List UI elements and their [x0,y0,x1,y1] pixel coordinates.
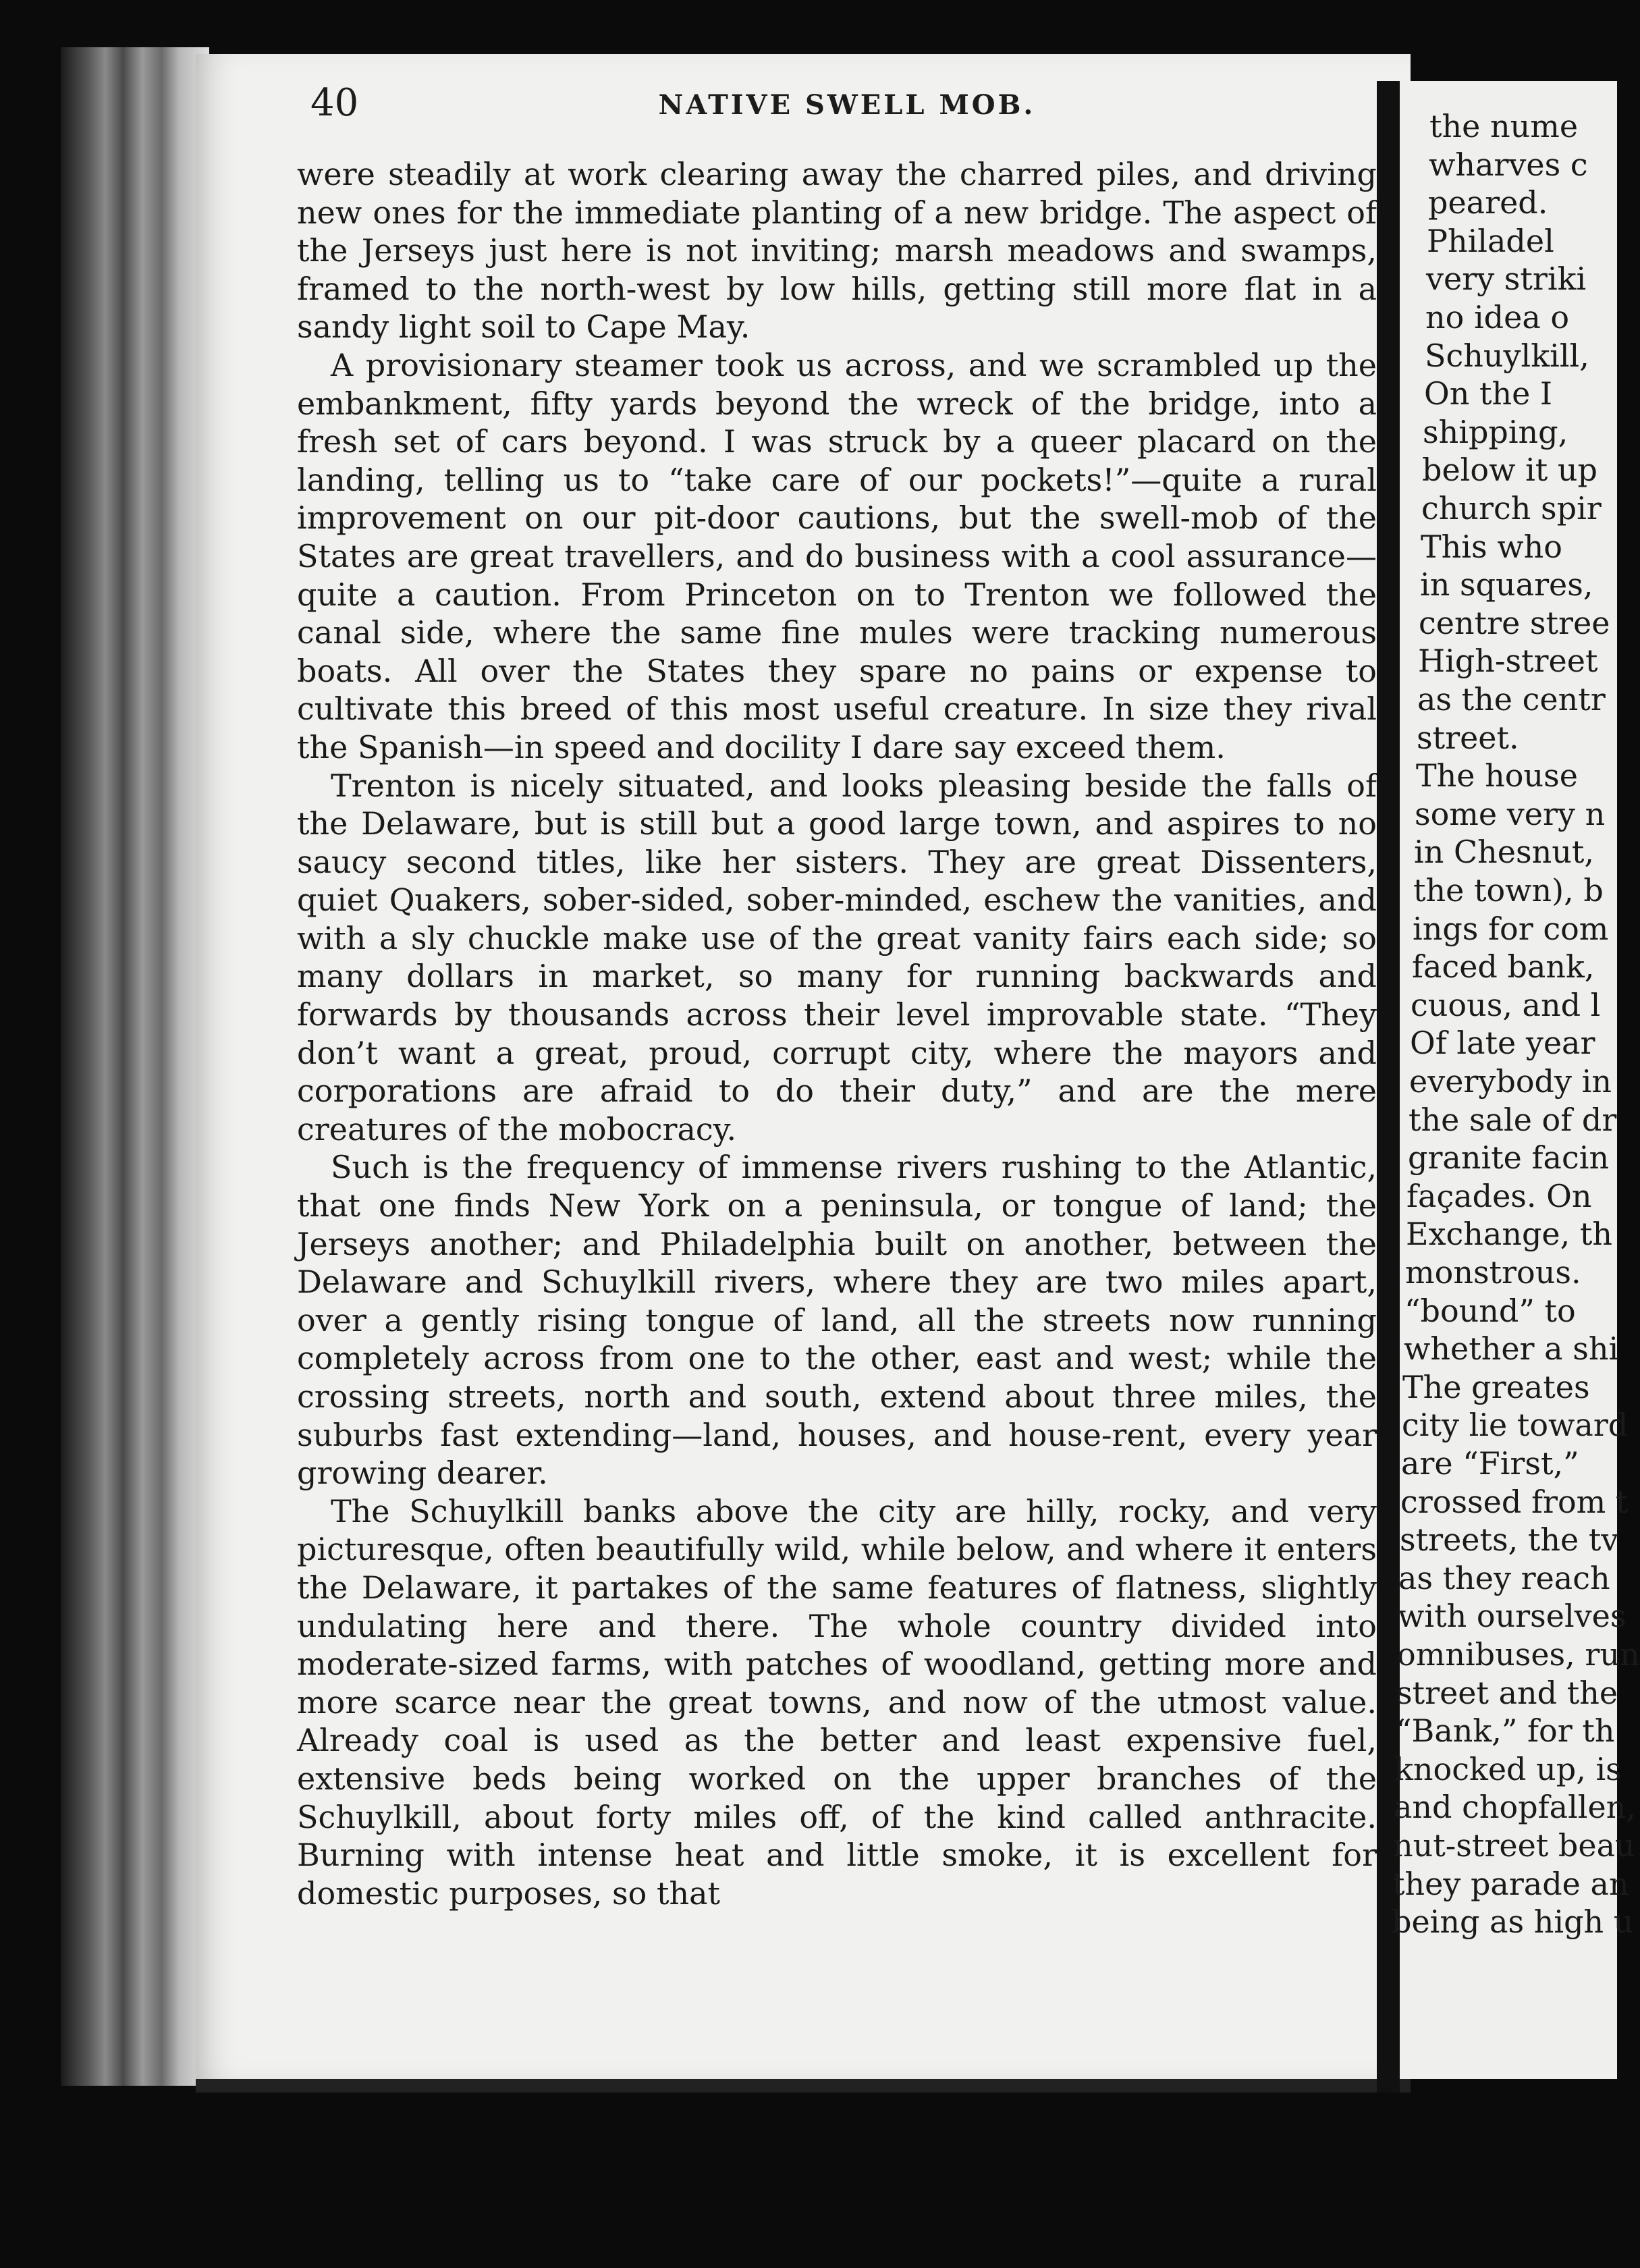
right-page-line: as the centr [1417,681,1606,718]
right-page-line: The house [1416,757,1578,794]
right-page-line: crossed from t [1400,1483,1629,1520]
right-page-line: monstrous. [1405,1254,1581,1291]
right-page-line: granite facin [1408,1139,1610,1177]
left-page [196,54,1411,2079]
paragraph: were steadily at work clearing away the charred piles, and driving new ones for the immediate planting of a new bridge. The aspect of the Jerseys just here is not inviting; marsh meadows and swamps, framed to the north-west by low hills, getting still more flat in a sandy light soil to Cape May. [297,156,1377,346]
right-page-line: wharves c [1429,146,1588,183]
page-header [310,81,1384,155]
right-page-line: they parade an [1392,1865,1629,1902]
right-page-line: “bound” to [1404,1292,1576,1329]
right-page-line: and chopfallen, [1394,1789,1636,1826]
right-page-line: nut-street beau [1393,1827,1635,1864]
right-page-line: being as high u [1392,1904,1634,1941]
right-page [1392,81,1640,2079]
right-page-line: centre stree [1419,604,1610,641]
right-page-line: very striki [1426,261,1587,298]
right-page-line: in Chesnut, [1414,834,1594,871]
right-page-line: cuous, and l [1411,986,1601,1023]
right-page-line: are “First,” [1401,1445,1579,1482]
right-page-line: city lie toward [1402,1407,1629,1444]
right-page-line: ings for com [1413,910,1609,947]
right-page-line: peared. [1428,184,1548,221]
page-body [297,155,1377,1912]
right-page-line: no idea o [1425,299,1570,335]
paragraph: Such is the frequency of immense rivers rushing to the Atlantic, that one finds New York on a peninsula, or tongue of land; the Jerseys another; and Philadelphia built on another, between the Delaware and Schuylkill rivers, where they are two miles apart, over a gently rising tongue of land, all the streets now running completely across from one to the other, east and west; while the crossing streets, north and south, extend about three miles, the suburbs fast extending—land, houses, and house-rent, every year growing dearer. [297,1149,1377,1492]
right-page-line: with ourselves [1398,1598,1627,1635]
running-head: NATIVE SWELL MOB. [658,89,1036,121]
right-page-line: streets, the tv [1400,1521,1619,1559]
right-page-line: in squares, [1420,566,1593,603]
right-page-line: The greates [1402,1368,1590,1405]
right-page-line: omnibuses, run [1397,1636,1640,1673]
right-page-line: below it up [1422,452,1597,489]
right-page-line: This who [1421,528,1562,565]
book-gutter [61,47,209,2086]
right-page-line: the nume [1429,108,1579,144]
paragraph: Trenton is nicely situated, and looks pleasing beside the falls of the Delaware, but is still but a good large town, and aspires to no saucy second titles, like her sisters. They are great Dissenters, quiet Quakers, sober-sided, sober-minded, eschew the vanities, and with a sly chuckle make use of the great vanity fairs each side; so many dollars in market, so many for running backwards and forwards by thousands across their level improvable state. “They don’t want a great, proud, corrupt city, where the mayors and corporations are afraid to do their duty,” and are the mere creatures of the mobocracy. [297,767,1377,1148]
right-page-line: “Bank,” for th [1396,1712,1615,1750]
right-page-line: High-street [1418,643,1598,680]
right-page-line: whether a shi [1404,1330,1619,1368]
right-page-line: the town), b [1413,872,1604,909]
right-page-line: shipping, [1423,413,1568,450]
right-page-line: faced bank, [1412,948,1595,986]
paragraph: A provisionary steamer took us across, and we scrambled up the embankment, fifty yards beyond the wreck of the bridge, into a fresh set of cars beyond. I was struck by a queer placard on the landing, telling us to “take care of our pockets!”—quite a rural improvement on our pit-door cautions, but the swell-mob of the States are great travellers, and do business with a cool assurance—quite a caution. From Princeton on to Trenton we followed the canal side, where the same fine mules were tracking numerous boats. All over the States they spare no pains or expense to cultivate this breed of this most useful creature. In size they rival the Spanish—in speed and docility I dare say exceed them. [297,346,1377,765]
paragraph: The Schuylkill banks above the city are hilly, rocky, and very picturesque, often beautifully wild, while below, and where it enters the Delaware, it partakes of the same features of flatness, slightly undulating here and there. The whole country divided into moderate-sized farms, with patches of woodland, getting more and more scarce near the great towns, and now of the utmost value. Already coal is used as the better and least expensive fuel, extensive beds being worked on the upper branches of the Schuylkill, about forty miles off, of the kind called anthracite. Burning with intense heat and little smoke, it is excellent for domestic purposes, so that [297,1492,1377,1912]
right-page-line: street and the [1396,1674,1618,1711]
right-page-line: Philadel [1427,222,1554,259]
right-page-line: Exchange, th [1406,1216,1612,1253]
page-bottom-edge [196,2079,1411,2092]
right-page-line: everybody in [1409,1063,1612,1100]
right-page-line: street. [1417,719,1519,756]
right-page-line: On the I [1424,375,1553,412]
right-page-line: as they reach [1398,1559,1610,1596]
right-page-line: knocked up, is [1394,1750,1622,1787]
right-page-line: church spir [1421,490,1602,526]
page-number: 40 [310,81,359,125]
right-page-line: Of late year [1410,1025,1595,1062]
right-page-line: Schuylkill, [1425,337,1589,374]
right-page-line: the sale of dr [1409,1101,1617,1138]
right-page-line: façades. On [1406,1177,1592,1214]
right-page-line: some very n [1415,795,1606,832]
